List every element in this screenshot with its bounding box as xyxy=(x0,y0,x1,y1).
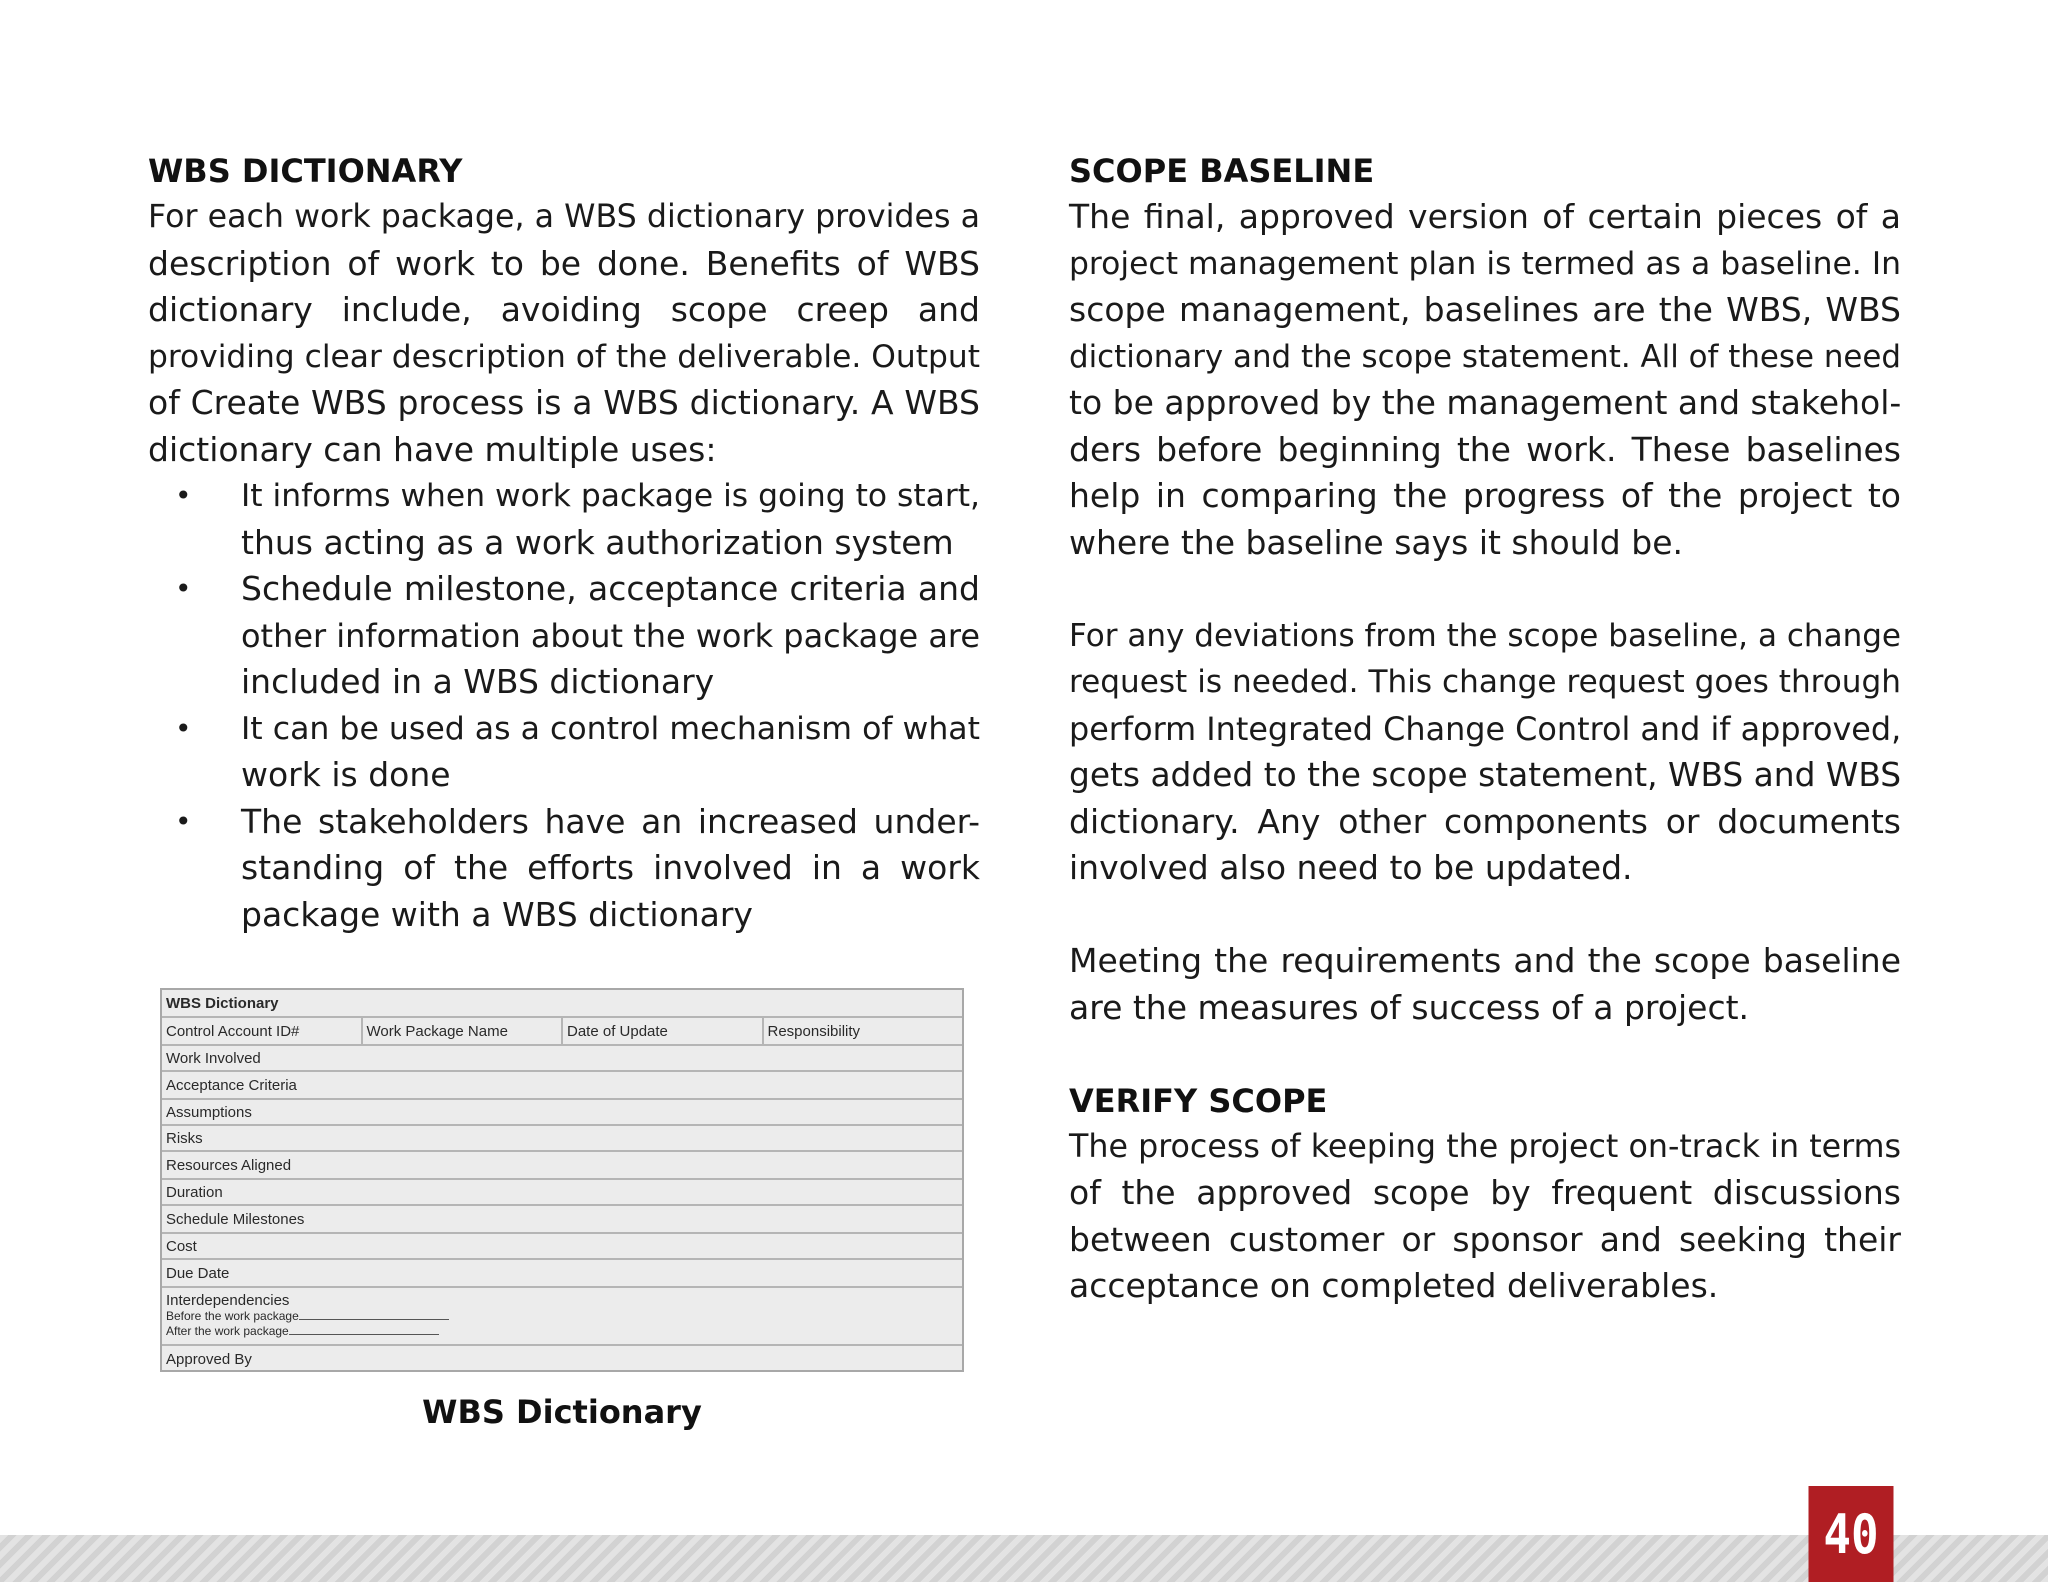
form-row xyxy=(162,1180,962,1206)
bullet-icon: • xyxy=(175,572,192,605)
page-number: 40 xyxy=(1809,1486,1894,1582)
form-title: WBS Dictionary xyxy=(166,994,279,1012)
form-row-interdependencies xyxy=(162,1288,962,1346)
section-heading-wbs-dictionary: WBS DICTIONARY xyxy=(148,152,463,190)
left-column xyxy=(148,148,980,938)
form-row-label: Assumptions xyxy=(166,1103,252,1121)
blank-line xyxy=(289,1324,439,1335)
form-row-label: Approved By xyxy=(166,1350,252,1368)
form-row xyxy=(162,1046,962,1072)
text-line: of Create WBS process is a WBS dictionary. A WBS xyxy=(148,383,980,422)
right-column xyxy=(1069,148,1901,1310)
text-line: to be approved by the management and stakehol- xyxy=(1069,383,1902,422)
list-item xyxy=(148,473,980,566)
text-line: help in comparing the progress of the project to xyxy=(1069,476,1901,515)
bullet-icon: • xyxy=(175,804,192,838)
wbs-dictionary-intro xyxy=(148,194,980,473)
text-line: The final, approved version of certain pieces of a xyxy=(1069,197,1901,236)
spacer xyxy=(1069,566,1901,613)
form-title-row xyxy=(162,990,962,1018)
form-row-label: Risks xyxy=(166,1129,203,1147)
list-item xyxy=(148,566,980,706)
text-line: The process of keeping the project on-track in terms xyxy=(1069,1128,1901,1165)
figure-caption: WBS Dictionary xyxy=(422,1393,702,1431)
form-row xyxy=(162,1072,962,1100)
form-header-row xyxy=(162,1018,962,1046)
list-item xyxy=(148,706,980,799)
text-line: gets added to the scope statement, WBS and WBS xyxy=(1069,756,1902,794)
text-line: perform Integrated Change Control and if approved, xyxy=(1069,709,1902,748)
section-heading-scope-baseline: SCOPE BASELINE xyxy=(1069,152,1375,190)
text-line: ders before beginning the work. These baselines xyxy=(1069,429,1901,469)
text-line: where the baseline says it should be. xyxy=(1069,522,1683,562)
text-line: Schedule milestone, acceptance criteria and xyxy=(241,569,980,608)
verify-scope-paragraph xyxy=(1069,1124,1901,1310)
success-measures-paragraph xyxy=(1069,938,1901,1031)
form-row-label: Work Involved xyxy=(166,1049,261,1067)
text-line: project management plan is termed as a baseline. In xyxy=(1069,245,1901,282)
text-line: dictionary and the scope statement. All of these need xyxy=(1069,338,1901,375)
form-row-label: Resources Aligned xyxy=(166,1156,292,1174)
form-row xyxy=(162,1100,962,1126)
text-line: It informs when work package is going to start, xyxy=(241,478,980,514)
text-line: It can be used as a control mechanism of what xyxy=(241,710,980,747)
text-line: of the approved scope by frequent discussions xyxy=(1069,1173,1901,1212)
text-line: involved also need to be updated. xyxy=(1069,848,1633,887)
form-row xyxy=(162,1260,962,1288)
spacer xyxy=(1069,1031,1901,1078)
form-row-label: Schedule Milestones xyxy=(166,1210,305,1228)
interdependency-before-label: Before the work package xyxy=(166,1309,299,1323)
blank-line xyxy=(299,1309,449,1320)
form-row xyxy=(162,1206,962,1234)
form-column-header: Date of Update xyxy=(563,1018,764,1044)
form-row xyxy=(162,1126,962,1152)
form-row-label: Due Date xyxy=(166,1264,230,1282)
form-row-label: Acceptance Criteria xyxy=(166,1076,297,1094)
form-row-label: Cost xyxy=(166,1237,197,1255)
text-line: description of work to be done. Benefits of WBS xyxy=(148,243,980,283)
text-line: other information about the work package are xyxy=(241,616,981,655)
form-row xyxy=(162,1152,962,1180)
text-line: acceptance on completed deliverables. xyxy=(1069,1266,1719,1305)
text-line: thus acting as a work authorization system xyxy=(241,522,954,562)
list-item xyxy=(148,799,980,939)
text-line: scope management, baselines are the WBS, WBS xyxy=(1069,290,1901,329)
text-line: Meeting the requirements and the scope baseline xyxy=(1069,941,1901,980)
form-column-header: Control Account ID# xyxy=(162,1018,363,1044)
wbs-dictionary-form xyxy=(160,988,964,1372)
interdependency-after-label: After the work package xyxy=(166,1324,289,1338)
interdependency-before xyxy=(166,1309,962,1324)
bullet-icon: • xyxy=(175,711,192,745)
form-row xyxy=(162,1234,962,1260)
text-line: For any deviations from the scope baseline, a change xyxy=(1069,617,1901,654)
text-line: included in a WBS dictionary xyxy=(241,662,715,701)
text-line: work is done xyxy=(241,755,451,794)
section-heading-verify-scope: VERIFY SCOPE xyxy=(1069,1081,1328,1120)
text-line: providing clear description of the deliverable. Output xyxy=(148,338,980,375)
form-row-label: Duration xyxy=(166,1183,223,1201)
wbs-uses-list xyxy=(148,473,980,938)
form-row xyxy=(162,1346,962,1372)
form-column-header: Responsibility xyxy=(767,1022,861,1040)
footer-band xyxy=(0,1535,2048,1582)
form-row-label: Interdependencies xyxy=(166,1292,290,1309)
text-line: dictionary can have multiple uses: xyxy=(148,429,717,469)
text-line: standing of the efforts involved in a work xyxy=(241,848,980,887)
text-line: request is needed. This change request goes through xyxy=(1069,664,1901,700)
text-line: For each work package, a WBS dictionary provides a xyxy=(148,199,980,235)
text-line: dictionary. Any other components or documents xyxy=(1069,801,1901,841)
text-line: are the measures of success of a project. xyxy=(1069,987,1750,1027)
text-line: package with a WBS dictionary xyxy=(241,894,753,934)
form-column-header: Work Package Name xyxy=(363,1018,564,1044)
text-line: dictionary include, avoiding scope creep and xyxy=(148,290,980,329)
scope-baseline-paragraph xyxy=(1069,194,1901,566)
change-request-paragraph xyxy=(1069,613,1901,892)
bullet-icon: • xyxy=(175,479,192,512)
spacer xyxy=(1069,892,1901,939)
text-line: between customer or sponsor and seeking their xyxy=(1069,1219,1901,1259)
interdependency-after xyxy=(166,1324,962,1339)
text-line: The stakeholders have an increased under- xyxy=(241,801,980,841)
